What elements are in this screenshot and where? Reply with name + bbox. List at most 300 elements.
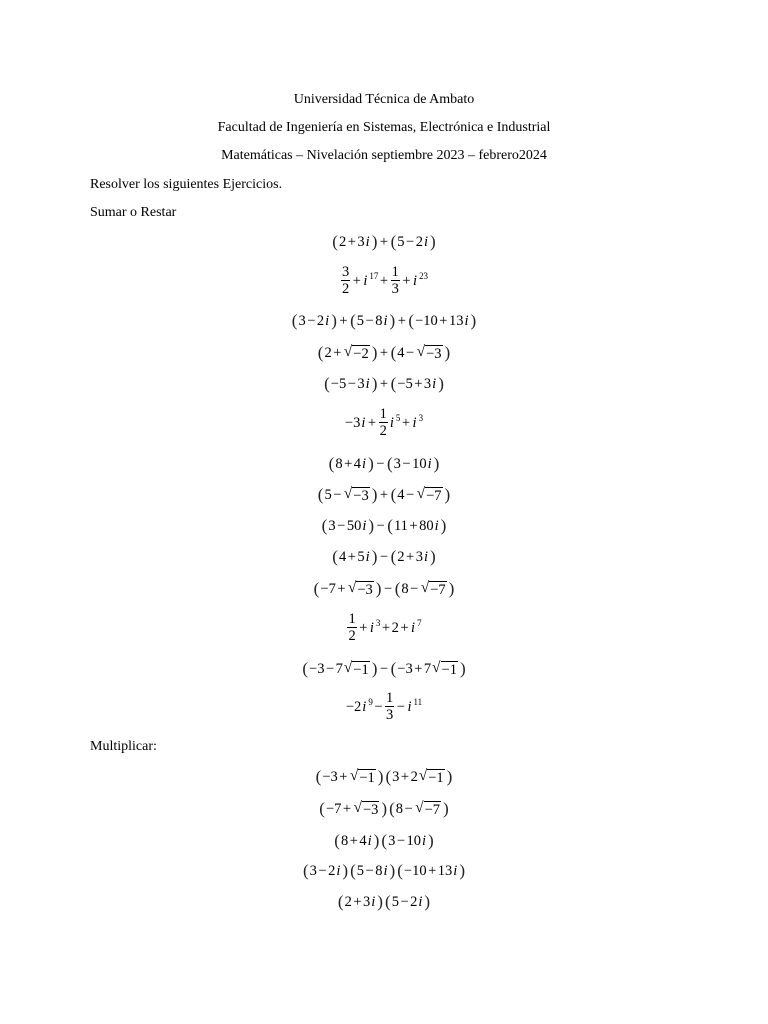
math-token: 10 xyxy=(423,312,438,329)
math-token: − xyxy=(325,800,335,817)
math-token: i xyxy=(389,414,394,431)
math-token: ) xyxy=(446,767,453,786)
math-token: 8 xyxy=(395,800,404,817)
math-token: 7 xyxy=(328,580,336,597)
math-token: − xyxy=(322,768,331,785)
math-token: ( xyxy=(350,311,356,330)
math-token: 5 xyxy=(356,862,365,879)
math-token: i xyxy=(362,517,367,534)
math-token: + xyxy=(400,768,410,785)
math-token: 3 xyxy=(309,862,317,879)
math-token: ) xyxy=(443,799,449,818)
math-token: 13 xyxy=(437,862,453,879)
math-token: 8 xyxy=(340,832,349,849)
math-token: 2 xyxy=(341,281,350,297)
math-token: ) xyxy=(459,861,466,880)
exercise-add-8 xyxy=(0,483,768,507)
math-token: − xyxy=(353,662,362,678)
math-token: i xyxy=(418,893,423,910)
math-token: + xyxy=(339,312,348,329)
math-token: ) xyxy=(430,547,436,566)
square-root xyxy=(348,579,374,599)
radicand xyxy=(427,769,444,787)
math-token: − xyxy=(428,770,437,786)
exercise-mult-5 xyxy=(0,891,768,913)
exercise-add-4 xyxy=(0,341,768,365)
math-token: 10 xyxy=(412,862,427,879)
exercise-mult-2 xyxy=(0,797,768,821)
math-token: 11 xyxy=(413,696,423,707)
radicand xyxy=(352,345,369,363)
math-token: i xyxy=(422,832,427,849)
math-token: ( xyxy=(302,659,309,678)
exercise-add-12 xyxy=(0,609,768,647)
math-token: + xyxy=(337,580,346,597)
math-token: + xyxy=(414,375,423,392)
math-token: i xyxy=(434,517,439,534)
math-token: 1 xyxy=(449,662,457,678)
math-token: + xyxy=(359,619,368,636)
math-token: ( xyxy=(337,892,344,911)
math-token: 13 xyxy=(448,312,464,329)
math-token: ( xyxy=(386,454,393,473)
math-token: 5 xyxy=(356,312,365,329)
math-token: √ xyxy=(353,799,362,816)
math-token: 5 xyxy=(397,233,405,250)
math-token: + xyxy=(379,233,389,250)
fraction xyxy=(391,265,400,297)
math-token: 5 xyxy=(357,548,365,565)
math-token: 1 xyxy=(386,690,394,706)
math-token: ( xyxy=(334,831,340,850)
square-root xyxy=(344,485,370,505)
math-token: ( xyxy=(390,374,397,393)
math-token: ( xyxy=(394,579,401,598)
math-token: 3 xyxy=(423,375,432,392)
math-token: − xyxy=(400,893,409,910)
fraction xyxy=(379,407,388,439)
math-token: − xyxy=(406,344,415,361)
university-name: Universidad Técnica de Ambato xyxy=(293,92,475,107)
math-token: ( xyxy=(302,861,309,880)
math-token: + xyxy=(367,414,377,431)
math-token: + xyxy=(414,660,423,677)
math-token: i xyxy=(423,548,429,565)
math-token: 3 xyxy=(392,768,400,785)
math-token: 9 xyxy=(368,696,373,707)
math-token: + xyxy=(379,486,389,503)
math-token: ) xyxy=(444,485,451,504)
math-token: √ xyxy=(420,579,430,596)
math-token: i xyxy=(367,832,372,849)
math-token: − xyxy=(406,233,415,250)
math-token: ) xyxy=(424,892,431,911)
radicand xyxy=(356,581,373,599)
math-token: ) xyxy=(438,374,444,393)
exercise-add-5 xyxy=(0,373,768,395)
radicand xyxy=(425,345,442,363)
math-token: − xyxy=(379,548,389,565)
math-token: ( xyxy=(317,343,324,362)
math-token: + xyxy=(439,312,448,329)
math-token: 8 xyxy=(401,580,409,597)
math-token: 7 xyxy=(335,660,343,677)
math-token: + xyxy=(379,375,389,392)
math-token: 3 xyxy=(357,233,365,250)
math-token: − xyxy=(441,662,450,678)
math-token: 5 xyxy=(395,412,401,423)
math-token: ) xyxy=(368,516,375,535)
math-token: + xyxy=(381,619,391,636)
math-token: ) xyxy=(381,799,388,818)
math-token: 3 xyxy=(298,312,306,329)
math-token: i xyxy=(365,548,370,565)
math-token: ( xyxy=(321,516,328,535)
math-token: − xyxy=(337,517,346,534)
math-token: − xyxy=(320,580,329,597)
math-token: − xyxy=(396,698,405,715)
math-token: 10 xyxy=(412,455,427,472)
math-token: 1 xyxy=(436,770,444,786)
math-token: √ xyxy=(418,767,428,784)
math-token: i xyxy=(383,312,388,329)
math-token: 1 xyxy=(361,662,369,678)
math-token: i xyxy=(362,698,367,715)
math-token: − xyxy=(330,375,339,392)
math-token: 1 xyxy=(367,770,375,786)
math-token: i xyxy=(453,862,458,879)
math-token: 3 xyxy=(391,281,399,297)
math-token: + xyxy=(428,862,437,879)
radicand xyxy=(352,661,369,679)
math-token: − xyxy=(333,486,342,503)
math-token: √ xyxy=(343,485,353,502)
math-token: + xyxy=(401,414,411,431)
math-token: − xyxy=(402,455,411,472)
math-token: 8 xyxy=(375,312,383,329)
math-token: ) xyxy=(342,861,349,880)
square-root xyxy=(421,579,447,599)
math-token: 7 xyxy=(423,660,432,677)
math-token: 80 xyxy=(419,517,434,534)
math-token: 3 xyxy=(434,346,442,362)
math-token: ( xyxy=(390,659,397,678)
radicand xyxy=(352,487,369,505)
math-token: + xyxy=(352,272,361,289)
math-token: − xyxy=(397,375,406,392)
math-token: − xyxy=(376,455,385,472)
math-token: ) xyxy=(428,831,434,850)
math-token: √ xyxy=(415,799,424,816)
math-token: − xyxy=(344,414,354,431)
math-token: 1 xyxy=(379,406,387,422)
math-token: i xyxy=(413,272,418,289)
math-token: ) xyxy=(371,659,378,678)
math-token: ) xyxy=(470,311,477,330)
exercise-add-9 xyxy=(0,515,768,537)
math-token: 3 xyxy=(405,660,413,677)
math-token: − xyxy=(325,660,335,677)
exercise-add-7 xyxy=(0,453,768,475)
math-token: 2 xyxy=(328,862,336,879)
math-token: 2 xyxy=(338,233,347,250)
math-token: 3 xyxy=(357,375,365,392)
math-token: − xyxy=(374,698,383,715)
math-token: − xyxy=(426,346,435,362)
math-token: + xyxy=(406,548,415,565)
math-token: − xyxy=(347,375,356,392)
math-token: 10 xyxy=(406,832,422,849)
math-token: 5 xyxy=(324,486,332,503)
math-token: ) xyxy=(440,516,447,535)
math-token: i xyxy=(336,862,341,879)
math-token: − xyxy=(307,312,316,329)
math-token: i xyxy=(423,233,429,250)
math-token: 2 xyxy=(324,344,332,361)
math-token: − xyxy=(318,862,327,879)
exercise-add-1 xyxy=(0,231,768,253)
math-token: − xyxy=(406,486,415,503)
math-token: i xyxy=(362,455,367,472)
math-token: i xyxy=(407,698,412,715)
math-token: √ xyxy=(348,579,357,596)
math-token: + xyxy=(409,517,418,534)
instructions-text: Resolver los siguientes Ejercicios. xyxy=(90,177,283,192)
math-token: − xyxy=(353,346,362,362)
math-token: ) xyxy=(377,892,383,911)
square-root xyxy=(344,659,370,679)
course-title: Matemáticas – Nivelación septiembre 2023 – febrero2024 xyxy=(221,148,547,163)
math-token: i xyxy=(365,375,370,392)
math-token: 7 xyxy=(438,582,446,598)
math-token: − xyxy=(430,582,439,598)
math-token: + xyxy=(400,619,409,636)
math-token: ) xyxy=(444,343,451,362)
math-token: + xyxy=(344,455,353,472)
math-token: − xyxy=(365,862,374,879)
math-token: 4 xyxy=(397,344,405,361)
math-token: ( xyxy=(390,547,397,566)
math-token: ( xyxy=(390,232,397,251)
exercise-add-13 xyxy=(0,657,768,681)
radicand xyxy=(424,801,441,819)
math-token: i xyxy=(363,272,368,289)
math-token: + xyxy=(339,768,348,785)
exercise-add-10 xyxy=(0,546,768,568)
math-token: √ xyxy=(416,485,426,502)
math-token: ( xyxy=(332,232,338,251)
math-token: 2 xyxy=(344,893,352,910)
radicand xyxy=(362,801,379,819)
math-token: + xyxy=(402,272,411,289)
math-token: 3 xyxy=(353,414,361,431)
math-token: i xyxy=(432,375,437,392)
math-token: 2 xyxy=(410,768,418,785)
exercise-mult-3 xyxy=(0,830,768,852)
math-token: ( xyxy=(385,892,391,911)
math-token: i xyxy=(411,619,416,636)
math-token: 2 xyxy=(354,698,362,715)
section-add-subtract: Sumar o Restar xyxy=(90,205,177,220)
math-token: ) xyxy=(433,454,440,473)
math-token: 3 xyxy=(330,768,338,785)
math-token: − xyxy=(397,660,406,677)
math-token: ) xyxy=(375,579,382,598)
math-token: ) xyxy=(371,547,378,566)
math-token: i xyxy=(365,233,370,250)
math-token: ( xyxy=(390,485,397,504)
math-token: 3 xyxy=(375,617,381,628)
math-token: ( xyxy=(350,861,356,880)
math-token: i xyxy=(427,455,432,472)
math-token: 2 xyxy=(397,548,405,565)
math-token: + xyxy=(347,233,356,250)
math-token: + xyxy=(379,344,389,361)
math-token: ) xyxy=(430,232,436,251)
math-token: ( xyxy=(390,343,397,362)
math-token: 7 xyxy=(432,802,441,818)
math-token: − xyxy=(404,800,413,817)
math-token: 5 xyxy=(338,375,347,392)
square-root xyxy=(419,767,445,787)
math-token: 2 xyxy=(415,233,423,250)
exercise-add-11 xyxy=(0,577,768,601)
exercise-add-2 xyxy=(0,262,768,300)
exercise-add-6 xyxy=(0,404,768,442)
math-token: 3 xyxy=(328,517,336,534)
math-token: ( xyxy=(291,311,298,330)
fraction xyxy=(341,265,350,297)
math-token: − xyxy=(403,862,413,879)
radicand xyxy=(429,581,446,599)
math-token: + xyxy=(349,832,358,849)
math-token: − xyxy=(365,312,374,329)
math-token: + xyxy=(347,548,356,565)
math-token: 3 xyxy=(388,832,396,849)
math-token: ( xyxy=(387,516,393,535)
math-token: i xyxy=(383,862,388,879)
square-root xyxy=(415,799,441,819)
section-multiply: Multiplicar: xyxy=(90,739,157,754)
fraction xyxy=(347,612,356,644)
exercise-add-14 xyxy=(0,688,768,726)
math-token: 3 xyxy=(415,548,423,565)
exercise-mult-1 xyxy=(0,765,768,789)
math-token: ) xyxy=(331,311,337,330)
math-token: − xyxy=(424,802,433,818)
math-token: ( xyxy=(313,579,320,598)
math-token: − xyxy=(359,770,368,786)
math-token: ) xyxy=(371,485,378,504)
math-token: 3 xyxy=(386,707,394,723)
math-token: − xyxy=(309,660,318,677)
math-token: + xyxy=(333,344,342,361)
math-token: 2 xyxy=(379,423,387,439)
math-token: ) xyxy=(371,374,378,393)
math-token: 3 xyxy=(341,264,350,280)
math-token: 2 xyxy=(348,628,356,644)
radicand xyxy=(425,487,442,505)
math-token: + xyxy=(379,272,389,289)
radicand xyxy=(441,661,458,679)
math-token: ( xyxy=(324,374,330,393)
math-token: ) xyxy=(389,311,396,330)
math-token: 3 xyxy=(363,893,371,910)
math-token: √ xyxy=(343,343,353,360)
square-root xyxy=(344,343,370,363)
math-token: 11 xyxy=(393,517,408,534)
math-token: i xyxy=(369,619,374,636)
math-token: ( xyxy=(332,547,338,566)
math-token: 7 xyxy=(334,800,342,817)
math-token: 7 xyxy=(434,488,442,504)
math-token: 23 xyxy=(419,270,429,281)
math-token: ( xyxy=(389,799,395,818)
math-token: i xyxy=(371,893,376,910)
math-token: 5 xyxy=(391,893,399,910)
math-token: 17 xyxy=(369,270,379,281)
math-token: − xyxy=(362,802,372,818)
square-root xyxy=(417,343,443,363)
math-token: i xyxy=(361,414,366,431)
math-token: i xyxy=(412,414,417,431)
math-token: 4 xyxy=(397,486,405,503)
math-token: ( xyxy=(328,454,335,473)
math-token: − xyxy=(396,832,406,849)
math-token: 2 xyxy=(316,312,325,329)
math-token: − xyxy=(357,582,366,598)
math-token: √ xyxy=(432,659,441,676)
square-root xyxy=(432,659,458,679)
math-token: ) xyxy=(373,831,380,850)
math-token: 4 xyxy=(359,832,367,849)
math-token: ) xyxy=(459,659,466,678)
math-token: i xyxy=(325,312,330,329)
math-token: − xyxy=(376,517,385,534)
math-token: 3 xyxy=(371,802,379,818)
math-token: + xyxy=(397,312,406,329)
math-token: 3 xyxy=(393,455,401,472)
math-token: − xyxy=(384,580,393,597)
math-token: √ xyxy=(416,343,426,360)
math-token: ( xyxy=(317,485,324,504)
radicand xyxy=(358,769,375,787)
faculty-name: Facultad de Ingeniería en Sistemas, Electrónica e Industrial xyxy=(217,120,551,135)
math-token: ) xyxy=(389,861,396,880)
math-token: i xyxy=(464,312,469,329)
math-token: 3 xyxy=(418,412,424,423)
math-token: √ xyxy=(343,659,353,676)
fraction xyxy=(385,691,394,723)
math-token: − xyxy=(345,698,355,715)
math-token: − xyxy=(379,660,389,677)
math-token: 7 xyxy=(417,617,422,628)
math-token: 4 xyxy=(353,455,362,472)
math-token: ( xyxy=(315,767,322,786)
math-token: 1 xyxy=(391,264,399,280)
math-token: 3 xyxy=(361,488,369,504)
math-token: ( xyxy=(319,799,325,818)
math-token: ) xyxy=(371,343,378,362)
square-root xyxy=(417,485,443,505)
math-token: 2 xyxy=(410,893,418,910)
math-token: ) xyxy=(377,767,384,786)
math-token: ( xyxy=(381,831,388,850)
math-token: 3 xyxy=(317,660,325,677)
math-token: ) xyxy=(371,232,378,251)
math-token: ) xyxy=(448,579,455,598)
math-token: ( xyxy=(397,861,403,880)
